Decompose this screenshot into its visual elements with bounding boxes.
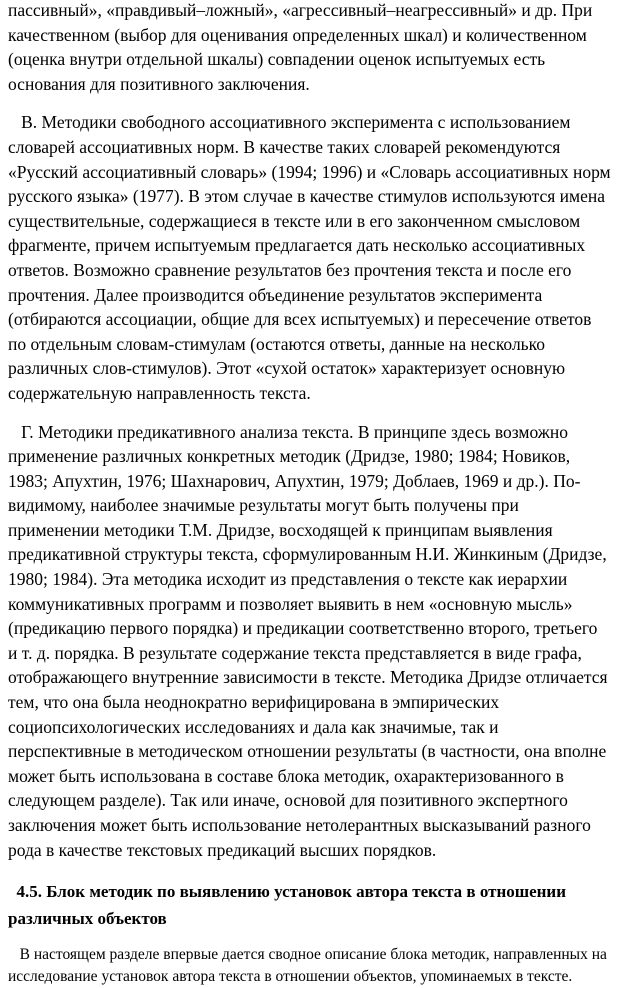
- text-line: тем, что она была неоднократно верифицирована в эмпирических: [8, 692, 500, 713]
- text-line: прочтения. Далее производится объединение результатов эксперимента: [8, 284, 543, 305]
- text-line: ответов. Возможно сравнение результатов без прочтения текста и после его: [8, 259, 572, 280]
- heading-line: 4.5. Блок методик по выявлению установок автора текста в отношении: [8, 882, 567, 902]
- text-line: В. Методики свободного ассоциативного эксперимента с использованием: [8, 112, 571, 133]
- text-line: В настоящем разделе впервые дается сводное описание блока методик, направленных на: [8, 946, 607, 964]
- text-line: (оценка внутри отдельной шкалы) совпадении оценок испытуемых есть: [8, 49, 546, 70]
- text-line: применение различных конкретных методик (Дридзе, 1980; 1984; Новиков,: [8, 446, 571, 467]
- text-line: фрагменте, причем испытуемым предлагается дать несколько ассоциативных: [8, 235, 586, 256]
- text-line: содержательную направленность текста.: [8, 382, 311, 403]
- text-line: (отбираются ассоциации, общие для всех испытуемых) и пересечение ответов: [8, 309, 592, 330]
- text-line: существительные, содержащиеся в тексте или в его законченном смысловом: [8, 210, 581, 231]
- text-line: рода в качестве текстовых предикаций высших порядков.: [8, 839, 437, 860]
- text-line: отображающего внутренние зависимости в тексте. Методика Дридзе отличается: [8, 667, 608, 688]
- heading-line: различных объектов: [8, 909, 167, 929]
- text-line: может быть использована в составе блока методик, охарактеризованного в: [8, 765, 564, 786]
- text-line: русского языка» (1977). В этом случае в качестве стимулов используются имена: [8, 186, 605, 207]
- paragraph-gap: [8, 406, 612, 420]
- text-line: и т. д. порядка. В результате содержание текста представляется в виде графа,: [8, 642, 582, 663]
- text-line: различных слов-стимулов). Этот «сухой остаток» характеризует основную: [8, 358, 566, 379]
- text-line: перспективные в методическом отношении результаты (в частности, она вполне: [8, 741, 607, 762]
- paragraph-section-intro: [8, 944, 612, 988]
- paragraph-gap: [8, 96, 612, 110]
- paragraph-gap: [8, 932, 612, 944]
- text-line: заключения может быть использование нетолерантных высказываний разного: [8, 815, 591, 835]
- text-line: качественном (выбор для оценивания определенных шкал) и количественном: [8, 24, 587, 45]
- text-line: социопсихологических исследованиях и дала как значимые, так и: [8, 716, 499, 737]
- text-line: пассивный», «правдивый–ложный», «агрессивный–неагрессивный» и др. При: [8, 0, 593, 20]
- text-line: (предикацию первого порядка) и предикации соответственно второго, третьего: [8, 618, 598, 639]
- text-line: 1980; 1984). Эта методика исходит из представления о тексте как иерархии: [8, 569, 568, 590]
- text-line: «Русский ассоциативный словарь» (1994; 1996) и «Словарь ассоциативных норм: [8, 161, 611, 182]
- text-line: по отдельным словам-стимулам (остаются ответы, данные на несколько: [8, 333, 546, 354]
- text-line: применении методики Т.М. Дридзе, восходящей к принципам выявления: [8, 519, 553, 540]
- text-line: 1983; Апухтин, 1976; Шахнарович, Апухтин, 1979; Доблаев, 1969 и др.). По-: [8, 470, 581, 491]
- text-line: словарей ассоциативных норм. В качестве таких словарей рекомендуются: [8, 136, 561, 157]
- text-line: видимому, наиболее значимые результаты могут быть получены при: [8, 495, 519, 516]
- paragraph-methods-g: [8, 420, 612, 863]
- text-line: основания для позитивного заключения.: [8, 73, 310, 94]
- text-line: коммуникативных программ и позволяет выявить в нем «основную мысль»: [8, 593, 573, 614]
- paragraph-methods-v: [8, 110, 612, 405]
- text-line: Г. Методики предикативного анализа текста. В принципе здесь возможно: [8, 421, 568, 442]
- text-line: следующем разделе). Так или иначе, основой для позитивного экспертного: [8, 790, 568, 811]
- section-heading: [8, 878, 612, 932]
- paragraph-intro: [8, 0, 612, 96]
- text-line: предикативной структуры текста, сформулированным Н.И. Жинкиным (Дридзе,: [8, 544, 607, 565]
- paragraph-gap: [8, 862, 612, 878]
- text-line: исследование установок автора текста в отношении объектов, упоминаемых в тексте.: [8, 968, 573, 986]
